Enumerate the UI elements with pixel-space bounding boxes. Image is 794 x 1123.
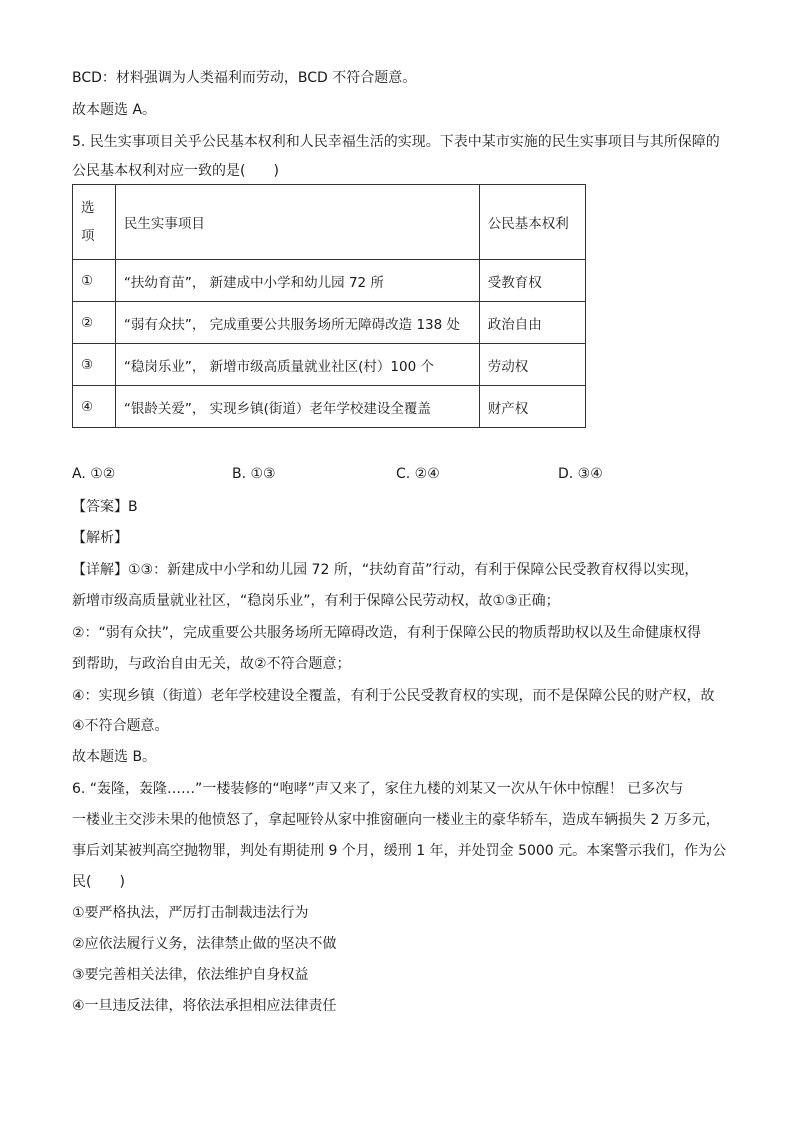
q6-stem-line4: 民( ) bbox=[72, 874, 125, 890]
q4-tail-line2: 故本题选 A。 bbox=[72, 102, 157, 118]
q5-conclusion: 故本题选 B。 bbox=[72, 749, 157, 765]
q6-stem-line1: 6. “轰隆，轰隆……”一楼装修的“咆哮”声又来了，家住九楼的刘某又一次从午休中惊醒！ 已多次与 bbox=[72, 781, 684, 797]
q5-table bbox=[72, 184, 586, 428]
row-project: “稳岗乐业”， 新增市级高质量就业社区(村）100 个 bbox=[115, 344, 479, 386]
q5-detail-line5: ④：实现乡镇（街道）老年学校建设全覆盖，有利于公民受教育权的实现，而不是保障公民的财产权，故 bbox=[72, 688, 715, 704]
q5-stem-line1: 5. 民生实事项目关乎公民基本权利和人民幸福生活的实现。下表中某市实施的民生实事项目与其所保障的 bbox=[72, 134, 720, 150]
q5-detail-line1 bbox=[72, 560, 698, 580]
q5-detail-line2: 新增市级高质量就业社区，“稳岗乐业”，有利于保障公民劳动权，故①③正确； bbox=[72, 593, 560, 609]
choice-b: B. ①③ bbox=[232, 466, 276, 482]
q5-detail-line3: ②：“弱有众扶”，完成重要公共服务场所无障碍改造，有利于保障公民的物质帮助权以及生命健康权得 bbox=[72, 625, 702, 641]
q5-choices bbox=[72, 466, 732, 486]
row-option: ③ bbox=[73, 344, 116, 386]
row-option: ② bbox=[73, 302, 116, 344]
row-project: “银龄关爱”， 实现乡镇(街道）老年学校建设全覆盖 bbox=[115, 386, 479, 428]
q5-analysis-label: 【解析】 bbox=[72, 530, 128, 546]
header-right: 公民基本权利 bbox=[479, 185, 585, 260]
detail-text: ①③：新建成中小学和幼儿园 72 所，“扶幼育苗”行动，有利于保障公民受教育权得以实现， bbox=[128, 562, 699, 578]
table-row bbox=[73, 302, 586, 344]
answer-value: B bbox=[128, 499, 138, 515]
q6-option: ②应依法履行义务，法律禁止做的坚决不做 bbox=[72, 936, 337, 952]
detail-label: 【详解】 bbox=[72, 562, 128, 578]
q5-detail-line6: ④不符合题意。 bbox=[72, 718, 169, 734]
choice-c: C. ②④ bbox=[396, 466, 440, 482]
answer-label: 【答案】 bbox=[72, 499, 128, 515]
row-right: 受教育权 bbox=[479, 260, 585, 302]
q6-option: ④一旦违反法律，将依法承担相应法律责任 bbox=[72, 998, 337, 1014]
q5-answer bbox=[72, 497, 138, 517]
row-right: 劳动权 bbox=[479, 344, 585, 386]
header-project: 民生实事项目 bbox=[115, 185, 479, 260]
row-option: ④ bbox=[73, 386, 116, 428]
q6-stem-line3: 事后刘某被判高空抛物罪，判处有期徒刑 9 个月，缓刑 1 年，并处罚金 5000 元。本案警示我们，作为公 bbox=[72, 843, 727, 859]
q6-option: ①要严格执法，严厉打击制裁违法行为 bbox=[72, 905, 309, 921]
table-row bbox=[73, 386, 586, 428]
q5-stem-line2: 公民基本权利对应一致的是( ) bbox=[72, 163, 279, 179]
choice-a: A. ①② bbox=[72, 466, 116, 482]
table-row bbox=[73, 260, 586, 302]
q6-option: ③要完善相关法律，依法维护自身权益 bbox=[72, 967, 309, 983]
table-header-row bbox=[73, 185, 586, 260]
row-right: 财产权 bbox=[479, 386, 585, 428]
row-right: 政治自由 bbox=[479, 302, 585, 344]
choice-d: D. ③④ bbox=[558, 466, 603, 482]
q6-stem-line2: 一楼业主交涉未果的他愤怒了，拿起哑铃从家中推窗砸向一楼业主的豪华轿车，造成车辆损失 2 万多元， bbox=[72, 812, 720, 828]
q5-detail-line4: 到帮助，与政治自由无关，故②不符合题意； bbox=[72, 656, 351, 672]
row-project: “弱有众扶”， 完成重要公共服务场所无障碍改造 138 处 bbox=[115, 302, 479, 344]
table-row bbox=[73, 344, 586, 386]
row-option: ① bbox=[73, 260, 116, 302]
q4-tail-line1: BCD：材料强调为人类福利而劳动，BCD 不符合题意。 bbox=[72, 70, 417, 86]
row-project: “扶幼育苗”， 新建成中小学和幼儿园 72 所 bbox=[115, 260, 479, 302]
header-option: 选 项 bbox=[73, 185, 116, 260]
